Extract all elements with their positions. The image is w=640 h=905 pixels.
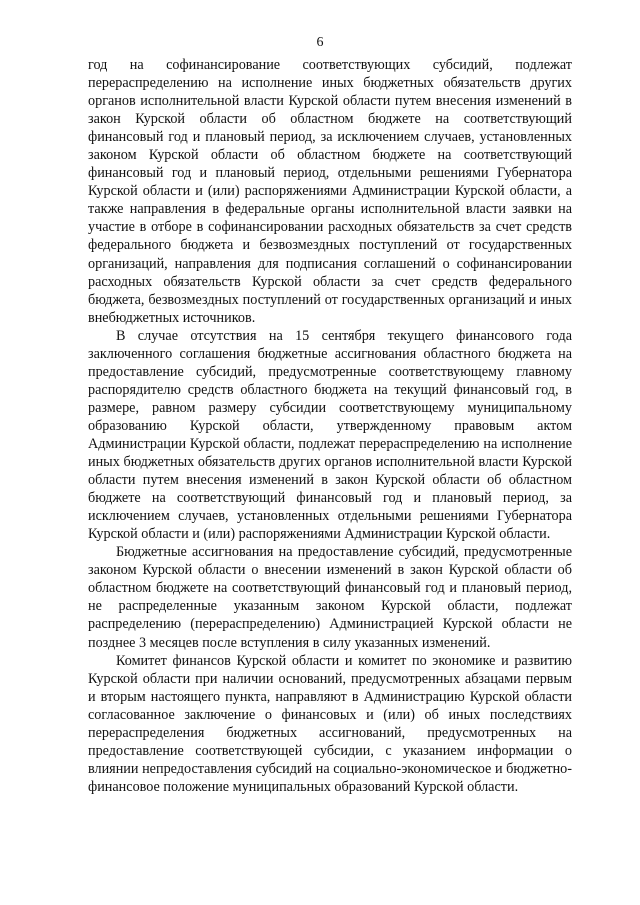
paragraph-budget-allocations: Бюджетные ассигнования на предоставление субсидий, предусмотренные законом Курской области о внесении изменений в закон Курской области об областном бюджете на соответствующий финансовый год и плановый период, не распределенные указанным законом Курской области, подлежат распределению (перераспределению) Администрацией Курской области не позднее 3 месяцев после вступления в силу указанных изменений. <box>88 544 572 651</box>
paragraph-continuation: год на софинансирование соответствующих субсидий, подлежат перераспределению на исполнение иных бюджетных обязательств других органов исполнительной власти Курской области путем внесения изменений в закон Курской области об областном бюджете на соответствующий финансовый год и плановый период, за исключением случаев, установленных законом Курской области об областном бюджете на соответствующий финансовый год и плановый период, отдельными решениями Губернатора Курской области и (или) распоряжениями Администрации Курской области, а также направления в федеральные органы исполнительной власти заявки на участие в отборе в софинансировании расходных обязательств за счет средств федерального бюджета и безвозмездных поступлений от государственных организаций, направления для подписания соглашений о софинансировании расходных обязательств Курской области за счет средств федерального бюджета, безвозмездных поступлений от государственных организаций и иных внебюджетных источников. <box>88 57 572 326</box>
paragraph-finance-committee: Комитет финансов Курской области и комитет по экономике и развитию Курской области при наличии оснований, предусмотренных абзацами первым и вторым настоящего пункта, направляют в Администрацию Курской области согласованное заключение о финансовых и (или) об иных последствиях перераспределения бюджетных ассигнований, предусмотренных на предоставление соответствующей субсидии, с указанием информации о влиянии непредоставления субсидий на социально-экономическое и бюджетно-финансовое положение муниципальных образований Курской области. <box>88 652 572 795</box>
document-body <box>88 56 572 796</box>
page-number: 6 <box>316 35 324 50</box>
paragraph-september-deadline: В случае отсутствия на 15 сентября текущего финансового года заключенного соглашения бюджетные ассигнования областного бюджета на предоставление субсидий, предусмотренные соответствующему главному распорядителю средств областного бюджета на текущий финансовый год, в размере, равном размеру субсидии соответствующему муниципальному образованию Курской области, утвержденному правовым актом Администрации Курской области, подлежат перераспределению на исполнение иных бюджетных обязательств других органов исполнительной власти Курской области путем внесения изменений в закон Курской области об областном бюджете на соответствующий финансовый год и плановый период, за исключением случаев, установленных отдельными решениями Губернатора Курской области и (или) распоряжениями Администрации Курской области. <box>88 327 572 543</box>
